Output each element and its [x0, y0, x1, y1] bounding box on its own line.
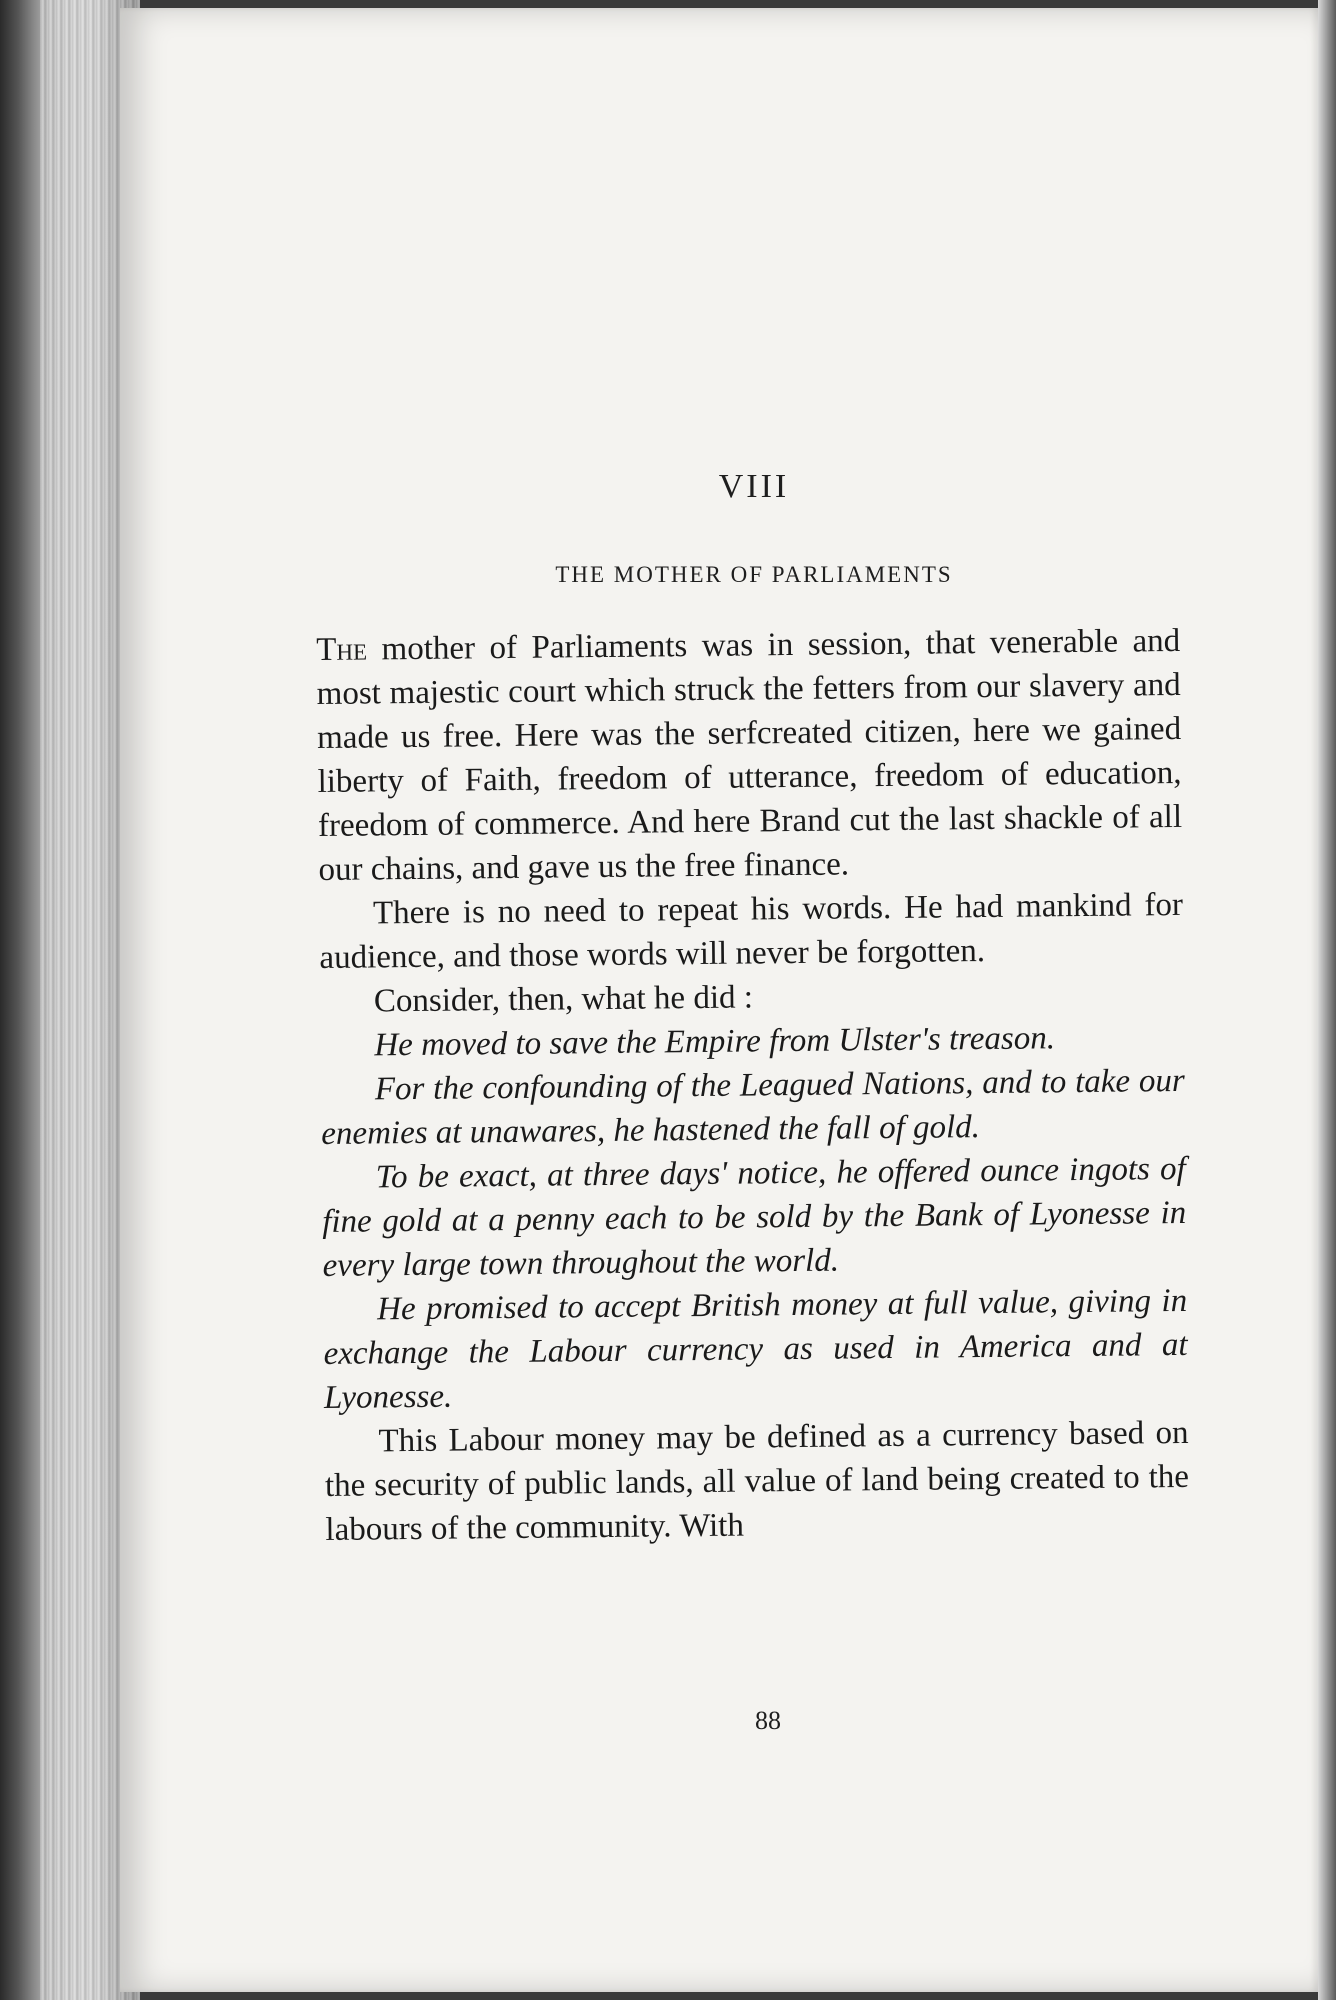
chapter-title: THE MOTHER OF PARLIAMENTS [555, 562, 953, 587]
paragraph-lead-word: The [316, 631, 368, 668]
body-text [316, 619, 1190, 1552]
paragraph-8: This Labour money may be defined as a currency based on the security of public lands, all value of land being created to the labours of the community. With [324, 1414, 1190, 1548]
page-right-edge [1318, 0, 1336, 2000]
page-number: 88 [755, 1706, 781, 1735]
paragraph-1 [316, 619, 1183, 892]
paragraph-3: Consider, then, what he did : [373, 979, 754, 1020]
paragraph-2: There is no need to repeat his words. He had mankind for audience, and those words will never be forgotten. [319, 886, 1184, 976]
paragraph-text: mother of Parliaments was in session, that venerable and most majestic court which struck the fetters from our slavery and made us free. Here was the serfcreated citizen, here we gained liberty of Faith, freedom of utterance, freedom of education, freedom of commerce. And here Brand cut the last shackle of all our chains, and gave us the free finance. [316, 622, 1183, 888]
paragraph-4: He moved to save the Empire from Ulster's treason. [374, 1020, 1056, 1064]
paragraph-5: For the confounding of the Leagued Nations, and to take our enemies at unawares, he hastened the fall of gold. [321, 1062, 1185, 1152]
paragraph-6: To be exact, at three days' notice, he offered ounce ingots of fine gold at a penny each to be sold by the Bank of Lyonesse in every large town throughout the world. [322, 1150, 1187, 1284]
chapter-number: VIII [718, 468, 790, 505]
paragraph-7: He promised to accept British money at full value, giving in exchange the Labour currency as used in America and at Lyonesse. [323, 1282, 1188, 1416]
